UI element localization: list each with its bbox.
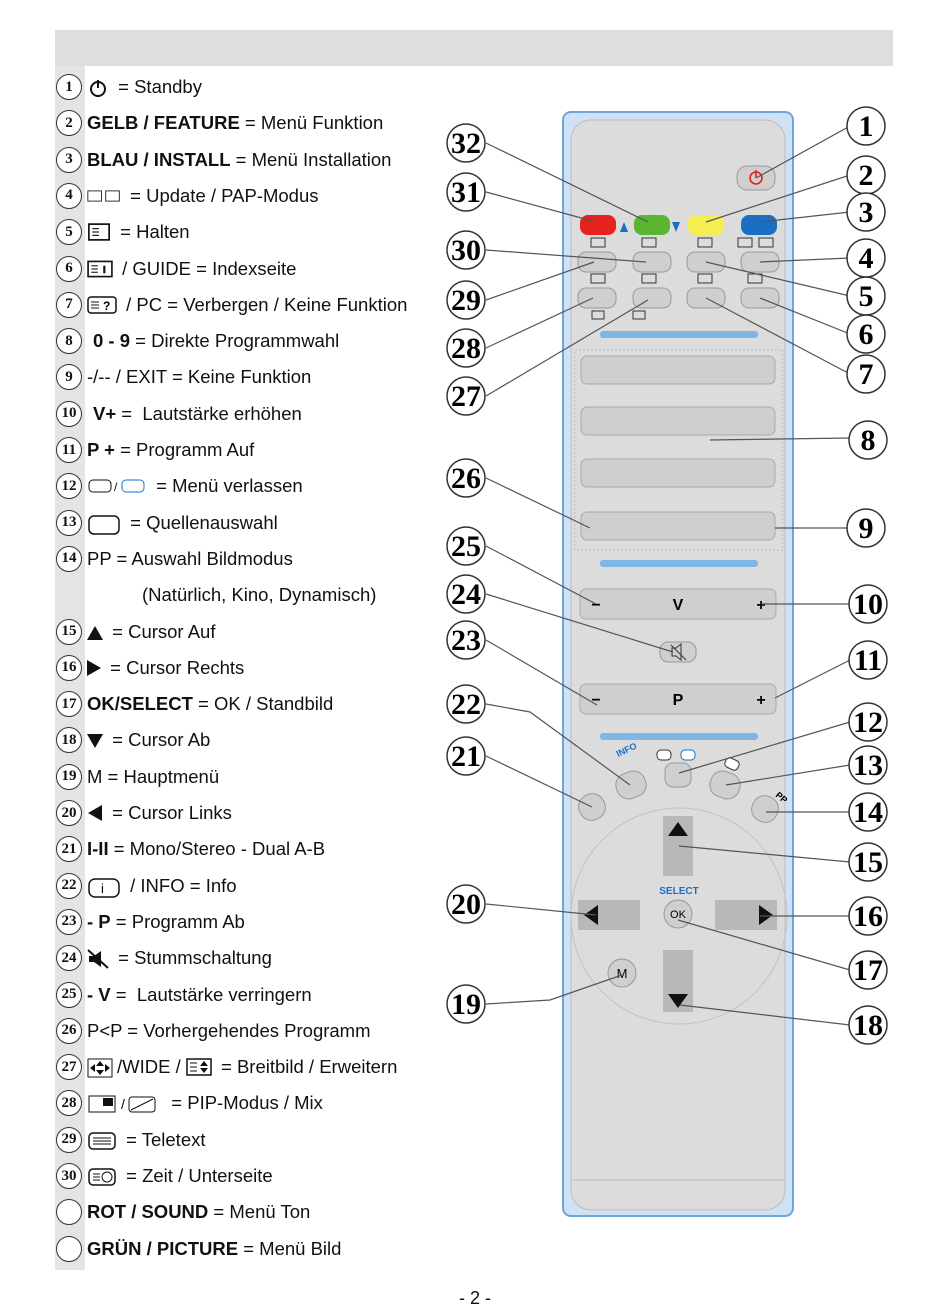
svg-text:/: / [121,1096,125,1113]
info-label: INFO [614,740,639,759]
legend-number: 10 [56,401,82,427]
legend-text: = Cursor Links [107,802,232,823]
separator [600,733,758,740]
callout-number: 18 [853,1009,883,1042]
callout-number: 7 [858,358,874,391]
program-minus-label: − [591,692,601,709]
red-button[interactable] [580,215,616,235]
legend-number: 22 [56,873,82,899]
legend-number: 19 [56,764,82,790]
digit-row-4[interactable] [581,512,775,540]
legend-number: 2 [56,110,82,136]
callout-number: 21 [451,740,481,773]
legend-key: GELB / FEATURE [87,112,240,134]
callout-number: 11 [853,644,883,677]
callout-number: 3 [858,196,874,229]
legend-text: = Cursor Rechts [105,656,245,678]
legend-text: -/-- / EXIT = Keine Funktion [87,366,312,388]
callout-number: 23 [451,624,481,657]
legend-text: = Menü Installation [230,148,392,170]
legend-text: = Zeit / Unterseite [121,1165,273,1186]
legend-text: / GUIDE = Indexseite [117,257,297,279]
separator [600,560,758,567]
callout-number: 6 [858,318,874,351]
legend-number: 18 [56,727,82,753]
legend-number: 7 [56,292,82,318]
legend-text: = Programm Auf [114,439,255,460]
callout-number: 1 [858,110,874,143]
legend-number: 28 [56,1090,82,1116]
exit-menu-button[interactable] [665,763,691,787]
legend-text: / PC = Verbergen / Keine Funktion [121,293,408,315]
callout-number: 12 [853,706,883,739]
legend-key: P + [87,439,115,460]
callout-number: 20 [451,888,481,921]
legend-text: = PIP-Modus / Mix [161,1092,323,1114]
callout-number: 29 [451,284,481,317]
svg-text:/: / [114,480,118,495]
legend-text: = Stummschaltung [113,947,272,969]
legend-number: 11 [56,437,82,463]
legend-text: M = Hauptmenü [87,765,220,787]
legend-key: OK/SELECT [87,693,193,715]
teletext-button-29[interactable] [578,252,616,272]
legend-key: 0 - 9 [93,330,131,352]
legend-text: = Update / PAP-Modus [125,184,319,206]
callout-number: 24 [451,578,481,611]
legend-text: = Cursor Auf [107,620,216,642]
legend-text: = Menü Bild [238,1237,342,1259]
callout-number: 10 [853,588,883,621]
callout-number: 28 [451,332,481,365]
digit-row-1[interactable] [581,356,775,384]
select-label: SELECT [659,886,699,897]
callout-number: 31 [451,176,481,209]
svg-text:?: ? [103,298,111,313]
legend-text: = Quellenauswahl [125,511,278,533]
legend-text: P<P = Vorhergehendes Programm [87,1019,371,1041]
callout-number: 32 [451,127,481,160]
legend-number: 27 [56,1054,82,1080]
legend-key: GRÜN / PICTURE [87,1237,239,1259]
program-label: P [672,692,684,709]
callout-number: 25 [451,530,481,563]
callout-number: 9 [858,512,874,545]
legend-number: 13 [56,510,82,536]
legend-text: = Cursor Ab [107,729,211,751]
volume-plus-label: + [756,597,766,614]
menu-label: M [616,966,628,981]
legend-number: 21 [56,836,82,862]
callout-number: 30 [451,234,481,267]
callout-number: 26 [451,462,481,495]
callout-number: 2 [858,159,874,192]
legend-text: = Menü verlassen [151,475,303,497]
legend-number: 23 [56,909,82,935]
legend-number: 6 [56,256,82,282]
legend-text: = Menü Ton [208,1201,311,1223]
legend-text: = Lautstärke erhöhen [116,402,302,424]
legend-number: 15 [56,619,82,645]
separator [600,331,758,338]
volume-minus-label: − [591,597,601,614]
legend-number: 8 [56,328,82,354]
program-plus-label: + [756,692,766,709]
exit-icon [657,750,671,760]
callout-number: 5 [858,280,874,313]
legend-text: = Mono/Stereo - Dual A-B [108,838,326,860]
mute-button[interactable] [660,642,696,662]
callout-number: 13 [853,749,883,782]
legend-key: - V [87,983,111,1005]
legend-key: I-II [87,838,109,860]
legend-number: 9 [56,364,82,390]
callout-number: 19 [451,988,481,1021]
callout-number: 17 [853,954,883,987]
digit-row-2[interactable] [581,407,775,435]
legend-number: 14 [56,546,82,572]
legend-text: = Menü Funktion [239,112,384,134]
callout-number: 27 [451,380,481,413]
legend-number: 17 [56,691,82,717]
legend-text: /WIDE / [117,1056,186,1078]
legend-number: 16 [56,655,82,681]
legend-number: 24 [56,945,82,971]
legend-text: (Natürlich, Kino, Dynamisch) [142,584,377,606]
legend-key: ROT / SOUND [87,1201,209,1223]
legend-number: 20 [56,800,82,826]
callout-number: 4 [858,242,874,275]
legend-number: 3 [56,147,82,173]
callout-number: 8 [860,424,876,457]
legend-number: 5 [56,219,82,245]
legend-key: V+ [93,402,117,424]
legend-text: = Programm Ab [110,910,245,932]
ok-label: OK [670,909,686,921]
legend-number: 30 [56,1163,82,1189]
legend-text: = OK / Standbild [192,693,334,715]
legend-text: = Standby [113,76,202,97]
digit-row-3[interactable] [581,459,775,487]
legend-text: = Halten [115,221,190,243]
callout-number: 15 [853,846,883,879]
legend-text: = Lautstärke verringern [110,983,312,1005]
volume-label: V [672,597,684,614]
legend-number: 26 [56,1018,82,1044]
callout-number: 22 [451,688,481,721]
legend-number: 25 [56,982,82,1008]
legend-text: / INFO = Info [125,874,237,896]
page-number: - 2 - [458,1288,491,1308]
legend-number: 1 [56,74,82,100]
pip-button-28[interactable] [578,288,616,308]
callout-number: 16 [853,900,883,933]
pp-label: PP [773,789,790,806]
legend-number: 12 [56,473,82,499]
legend-text: = Breitbild / Erweitern [215,1056,398,1078]
legend-key: - P [87,910,111,932]
legend-text: = Teletext [121,1128,206,1150]
exit-icon-blue [681,750,695,760]
legend-text: = Direkte Programmwahl [130,330,340,352]
legend-text: PP = Auswahl Bildmodus [87,547,293,569]
legend-number: 4 [56,183,82,209]
legend-number: 29 [56,1127,82,1153]
legend-key: BLAU / INSTALL [87,148,231,170]
svg-text:i: i [101,880,104,896]
callout-number: 14 [853,796,883,829]
blue-button[interactable] [741,215,777,235]
